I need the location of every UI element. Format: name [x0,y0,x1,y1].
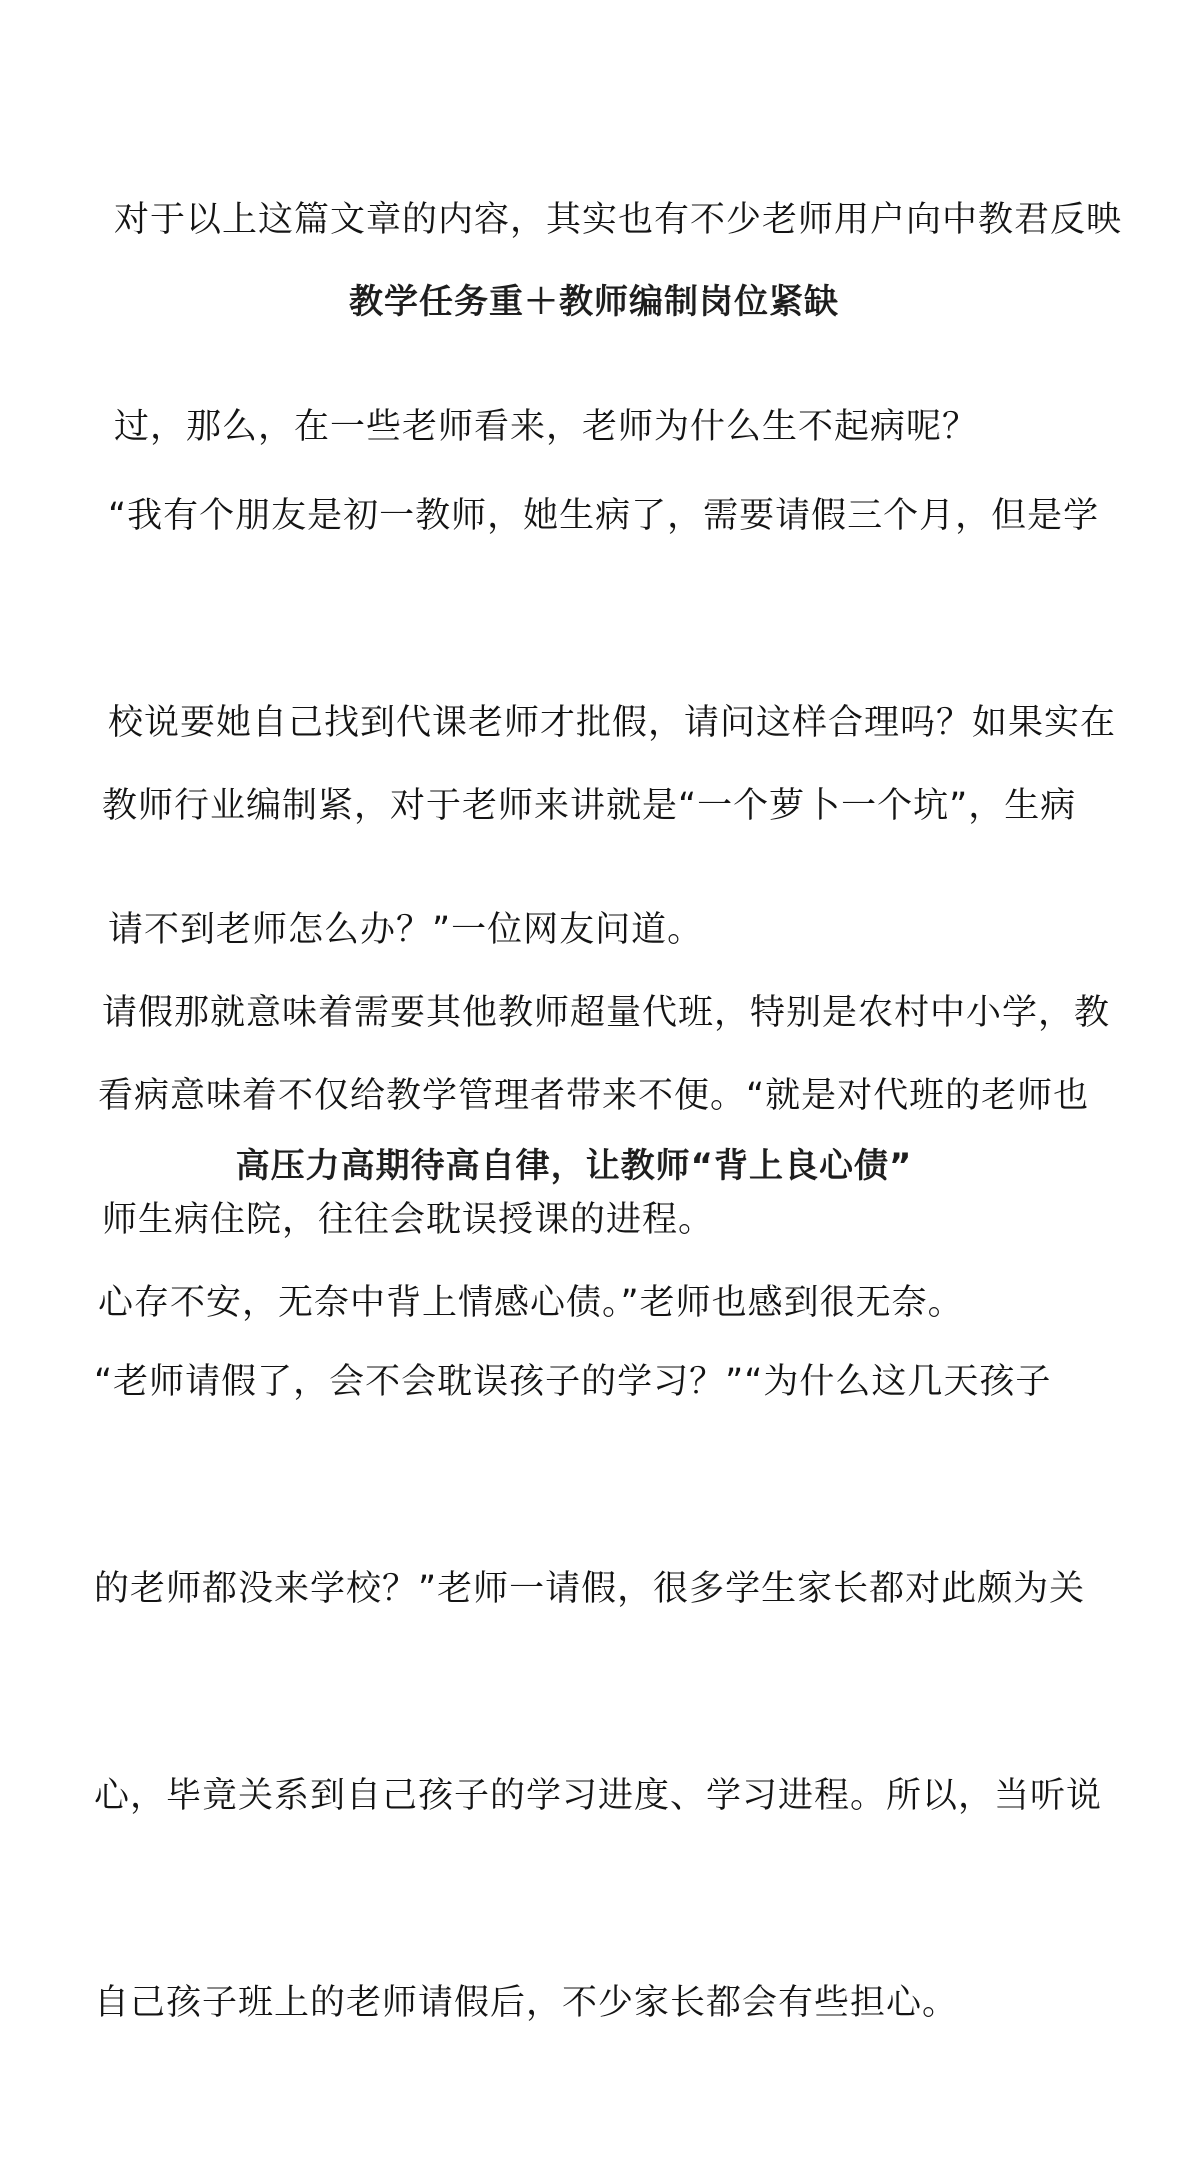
s2p1-line-2: 的老师都没来学校？”老师一请假，很多学生家长都对此颇为关 [94,1569,1086,1609]
section-2-heading: 高压力高期待高自律，让教师“背上良心债” [235,1146,913,1186]
section-2-paragraph-1 [94,1210,1102,2176]
para3-line-1: 看病意味着不仅给教学管理者带来不便。“就是对代班的老师也 [98,1076,1090,1116]
para2-line-2: 请假那就意味着需要其他教师超量代班，特别是农村中小学，教 [102,993,1111,1033]
s2p1-line-1: “老师请假了，会不会耽误孩子的学习？”“为什么这几天孩子 [94,1362,1052,1402]
intro-line-1: 对于以上这篇文章的内容，其实也有不少老师用户向中教君反映 [114,200,1123,240]
quote-line-3: 请不到老师怎么办？”一位网友问道。 [108,910,704,950]
para2-line-1: 教师行业编制紧，对于老师来讲就是“一个萝卜一个坑”，生病 [102,786,1077,826]
para3-line-2: 心存不安，无奈中背上情感心债。”老师也感到很无奈。 [98,1283,964,1323]
para2-line-3: 师生病住院，往往会耽误授课的进程。 [102,1200,715,1240]
quote-line-1: “我有个朋友是初一教师，她生病了，需要请假三个月，但是学 [108,496,1100,536]
s2p1-line-3: 心，毕竟关系到自己孩子的学习进度、学习进程。所以，当听说 [94,1776,1103,1816]
s2p1-line-4: 自己孩子班上的老师请假后，不少家长都会有些担心。 [94,1983,959,2023]
quote-line-2: 校说要她自己找到代课老师才批假，请问这样合理吗？如果实在 [108,703,1117,743]
section-1-heading: 教学任务重＋教师编制岗位紧缺 [349,282,839,322]
intro-line-2: 过，那么，在一些老师看来，老师为什么生不起病呢？ [114,407,979,447]
